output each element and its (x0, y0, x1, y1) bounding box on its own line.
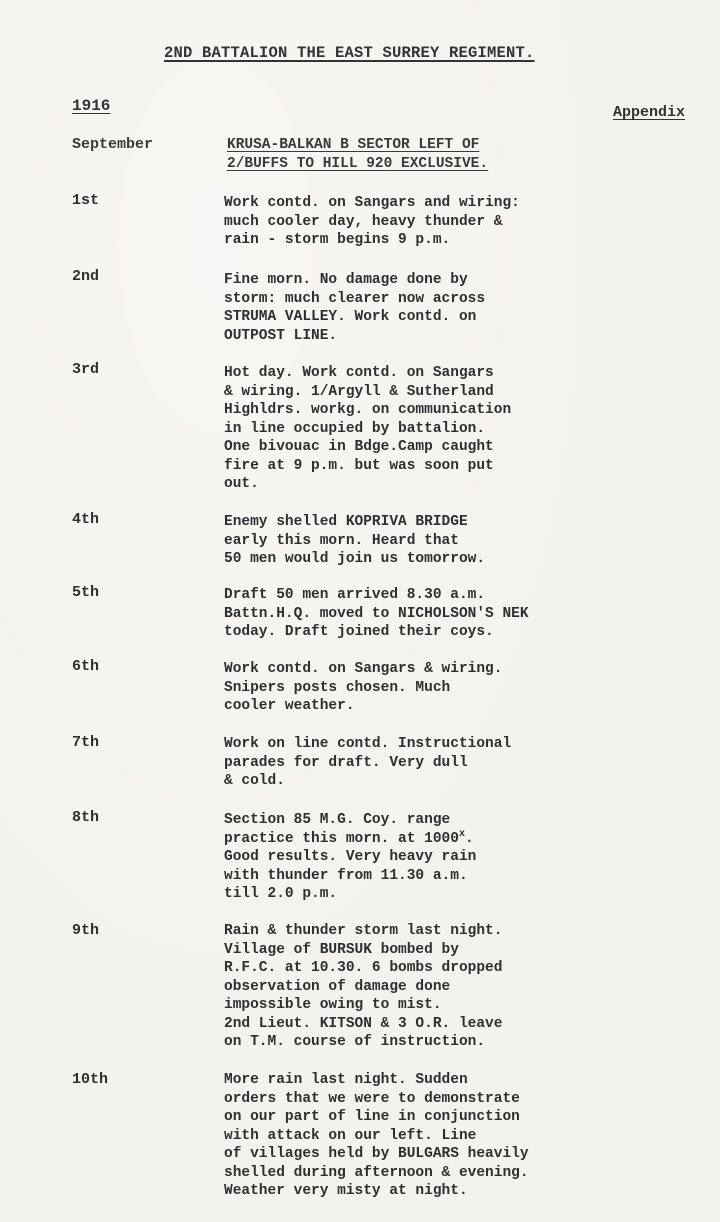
entry-line: Work on line contd. Instructional (224, 736, 512, 752)
entry-line: shelled during afternoon & evening. (224, 1164, 529, 1181)
entry-line: & cold. (224, 773, 285, 789)
entry-day: 8th (72, 809, 100, 826)
sector-heading (227, 136, 488, 174)
entry-text (224, 586, 529, 642)
entry-line: practice this morn. at 1000$^x$. (224, 828, 474, 847)
entry-day: 10th (72, 1071, 109, 1088)
entry-text (224, 364, 511, 494)
entry-line: Snipers posts chosen. Much (224, 679, 451, 696)
entry-day: 2nd (72, 268, 100, 285)
entry-day: 5th (72, 584, 100, 601)
sector-line: 2/BUFFS TO HILL 920 EXCLUSIVE. (227, 156, 489, 172)
entry-line: out. (224, 476, 259, 492)
entry-text (224, 811, 476, 904)
entry-line: on our part of line in conjunction (224, 1109, 520, 1125)
entry-line: in line occupied by battalion. (224, 420, 486, 437)
entry-text (224, 922, 502, 1052)
entry-line: much cooler day, heavy thunder & (224, 213, 503, 230)
entry-text (224, 194, 520, 250)
entry-line: on T.M. course of instruction. (224, 1034, 486, 1050)
entry-line-text: practice this morn. at 1000 (224, 830, 459, 847)
entry-day: 1st (72, 192, 100, 209)
entry-line: impossible owing to mist. (224, 997, 442, 1013)
entry-line: with thunder from 11.30 a.m. (224, 867, 468, 884)
month-heading: September (72, 136, 154, 153)
entry-line: Battn.H.Q. moved to NICHOLSON'S NEK (224, 605, 529, 622)
entry-line: Rain & thunder storm last night. (224, 923, 503, 939)
entry-day: 4th (72, 511, 100, 528)
entry-day: 7th (72, 734, 100, 751)
entry-line: 50 men would join us tomorrow. (224, 551, 486, 567)
entry-line: Enemy shelled KOPRIVA BRIDGE (224, 514, 468, 530)
entry-text (224, 735, 511, 791)
entry-line: Work contd. on Sangars & wiring. (224, 661, 503, 677)
entry-line: fire at 9 p.m. but was soon put (224, 457, 494, 474)
appendix-label: Appendix (613, 104, 686, 121)
entry-line: cooler weather. (224, 698, 355, 714)
year-heading: 1916 (72, 97, 111, 115)
document-title: 2ND BATTALION THE EAST SURREY REGIMENT. (164, 44, 535, 62)
entry-line: storm: much clearer now across (224, 290, 486, 307)
entry-day: 6th (72, 658, 100, 675)
entry-line: Village of BURSUK bombed by (224, 941, 459, 958)
sector-line: KRUSA-BALKAN B SECTOR LEFT OF (227, 137, 480, 153)
entry-day: 3rd (72, 361, 100, 378)
entry-line: STRUMA VALLEY. Work contd. on (224, 309, 477, 325)
entry-line: till 2.0 p.m. (224, 886, 338, 902)
entry-line: of villages held by BULGARS heavily (224, 1146, 529, 1162)
entry-line: orders that we were to demonstrate (224, 1090, 520, 1107)
entry-line: Weather very misty at night. (224, 1183, 468, 1199)
entry-line: One bivouac in Bdge.Camp caught (224, 439, 494, 455)
entry-line: Section 85 M.G. Coy. range (224, 812, 451, 828)
entry-line: early this morn. Heard that (224, 532, 459, 549)
entry-line: OUTPOST LINE. (224, 327, 338, 344)
entry-line: Good results. Very heavy rain (224, 849, 477, 865)
entry-line: with attack on our left. Line (224, 1127, 477, 1144)
entry-line: rain - storm begins 9 p.m. (224, 232, 451, 248)
entry-line: & wiring. 1/Argyll & Sutherland (224, 383, 494, 400)
entry-line: observation of damage done (224, 978, 451, 995)
entry-line: Work contd. on Sangars and wiring: (224, 195, 520, 211)
entry-text (224, 1071, 529, 1201)
entry-text (224, 513, 485, 569)
superscript-mark: x (458, 828, 465, 840)
entry-line: Highldrs. workg. on communication (224, 402, 512, 418)
entry-text (224, 271, 485, 345)
entry-line: parades for draft. Very dull (224, 754, 468, 771)
entry-line: 2nd Lieut. KITSON & 3 O.R. leave (224, 1015, 503, 1032)
entry-line: today. Draft joined their coys. (224, 624, 494, 640)
entry-day: 9th (72, 922, 100, 939)
entry-line: More rain last night. Sudden (224, 1072, 468, 1088)
entry-line: Draft 50 men arrived 8.30 a.m. (224, 587, 486, 603)
entry-line: R.F.C. at 10.30. 6 bombs dropped (224, 960, 503, 976)
entry-text (224, 660, 502, 716)
entry-line: Hot day. Work contd. on Sangars (224, 365, 494, 381)
entry-line: Fine morn. No damage done by (224, 272, 468, 288)
